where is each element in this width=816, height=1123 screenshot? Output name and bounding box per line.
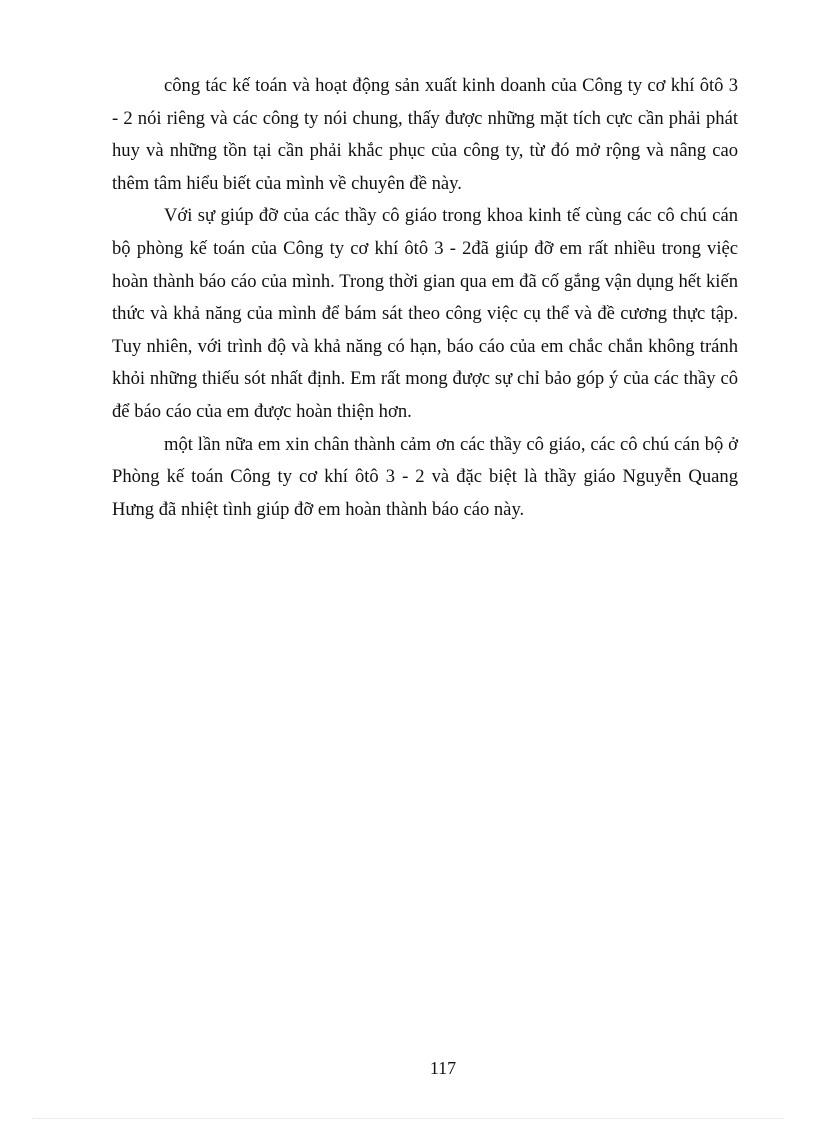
body-text xyxy=(112,70,738,526)
paragraph-continuation: công tác kế toán và hoạt động sản xuất kinh doanh của Công ty cơ khí ôtô 3 - 2 nói riêng và các công ty nói chung, thấy được những mặt tích cực cần phải phát huy và những tồn tại cần phải khắc phục của công ty, từ đó mở rộng và nâng cao thêm tâm hiểu biết của mình về chuyên đề này. xyxy=(112,75,738,194)
page-bottom-divider xyxy=(32,1118,784,1119)
paragraph-acknowledgement: Với sự giúp đỡ của các thầy cô giáo trong khoa kinh tế cùng các cô chú cán bộ phòng kế toán của Công ty cơ khí ôtô 3 - 2đã giúp đỡ em rất nhiều trong việc hoàn thành báo cáo của mình. Trong thời gian qua em đã cố gắng vận dụng hết kiến thức và khả năng của mình để bám sát theo công việc cụ thể và đề cương thực tập. Tuy nhiên, với trình độ và khả năng có hạn, báo cáo của em chắc chắn không tránh khỏi những thiếu sót nhất định. Em rất mong được sự chỉ bảo góp ý của các thầy cô để báo cáo của em được hoàn thiện hơn. xyxy=(112,205,738,422)
page-number: 117 xyxy=(429,1058,457,1078)
paragraph-thanks: một lần nữa em xin chân thành cảm ơn các thầy cô giáo, các cô chú cán bộ ở Phòng kế toán Công ty cơ khí ôtô 3 - 2 và đặc biệt là thầy giáo Nguyễn Quang Hưng đã nhiệt tình giúp đỡ em hoàn thành báo cáo này. xyxy=(112,433,738,520)
